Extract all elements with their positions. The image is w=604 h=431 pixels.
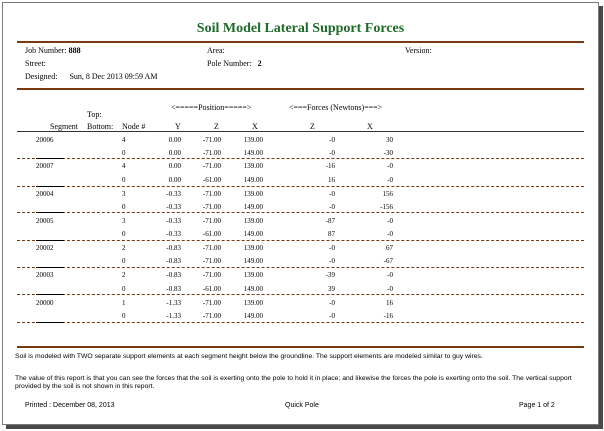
cell-segment: 20004 [36,190,54,198]
segment-divider [17,294,584,295]
segment-underline [36,322,64,323]
cell-force-x: 16 [386,299,393,307]
cell-segment: 20002 [36,244,54,252]
cell-force-z: -39 [325,271,335,279]
cell-y: 0.00 [168,176,181,184]
version-label: Version: [405,46,432,55]
cell-y: -0.33 [166,203,181,211]
cell-x: 139.00 [243,217,263,225]
cell-x: 139.00 [243,136,263,144]
cell-force-z: -0 [329,244,335,252]
cell-y: 0.00 [168,149,181,157]
segment-divider [17,267,584,268]
cell-z: -71.00 [202,149,221,157]
cell-y: -0.83 [166,285,181,293]
cell-node: 3 [122,217,126,225]
segment-divider [17,322,584,323]
cell-force-x: -0 [387,285,393,293]
cell-force-x: -0 [387,230,393,238]
cell-force-x: 30 [386,136,393,144]
col-header-bottom: Bottom: [87,122,114,131]
designed-value: Sun, 8 Dec 2013 09:59 AM [69,72,158,81]
app-name: Quick Pole [285,402,319,409]
cell-force-z: 87 [328,230,335,238]
segment-divider [17,240,584,241]
cell-force-x: -30 [383,149,393,157]
segment-divider [17,212,584,213]
printed-date: Printed : December 08, 2013 [25,402,115,409]
cell-node: 4 [122,136,126,144]
note-soil-model: Soil is modeled with TWO separate support elements at each segment height below the groundline. The support elements are modeled similar to guy wires. [15,353,483,360]
cell-y: -0.33 [166,190,181,198]
cell-force-x: -156 [380,203,393,211]
segment-underline [36,158,64,159]
cell-node: 0 [122,257,126,265]
cell-segment: 20007 [36,162,54,170]
cell-x: 139.00 [243,190,263,198]
cell-node: 0 [122,230,126,238]
designed-line [25,72,157,82]
cell-force-x: -0 [387,162,393,170]
cell-z: -71.00 [202,244,221,252]
pole-number-line [207,59,262,69]
cell-node: 3 [122,190,126,198]
cell-node: 0 [122,312,126,320]
cell-segment: 20003 [36,271,54,279]
col-header-z: Z [214,122,219,131]
cell-x: 149.00 [243,149,263,157]
cell-x: 149.00 [243,312,263,320]
pole-number-label: Pole Number: [207,59,252,68]
street-label: Street: [25,59,46,68]
cell-node: 0 [122,149,126,157]
header-rule [17,88,584,90]
cell-y: -0.33 [166,230,181,238]
cell-force-z: 16 [328,176,335,184]
cell-y: -1.33 [166,312,181,320]
report-page [2,2,599,425]
cell-z: -71.00 [202,257,221,265]
cell-z: -71.00 [202,136,221,144]
cell-force-x: -67 [383,257,393,265]
cell-force-z: -0 [329,299,335,307]
cell-x: 139.00 [243,162,263,170]
cell-force-x: -0 [387,271,393,279]
col-header-force-z: Z [310,122,315,131]
segment-underline [36,267,64,268]
job-number-line [25,46,81,56]
area-label: Area: [207,46,225,55]
cell-x: 149.00 [243,230,263,238]
page-number: Page 1 of 2 [519,402,555,409]
cell-segment: 20005 [36,217,54,225]
cell-z: -61.00 [202,285,221,293]
cell-node: 0 [122,203,126,211]
cell-force-z: 39 [328,285,335,293]
cell-force-z: -0 [329,149,335,157]
cell-node: 2 [122,244,126,252]
cell-y: -1.33 [166,299,181,307]
forces-group-header: <===Forces (Newtons)===> [289,103,383,112]
cell-z: -71.00 [202,312,221,320]
cell-y: -0.83 [166,244,181,252]
cell-node: 0 [122,285,126,293]
cell-force-z: -87 [325,217,335,225]
cell-x: 149.00 [243,203,263,211]
title-rule [17,41,584,43]
cell-z: -71.00 [202,271,221,279]
table-header-rule [17,131,584,132]
pole-number-value: 2 [257,59,262,68]
segment-underline [36,240,64,241]
top-label: Top: [87,110,102,119]
cell-x: 139.00 [243,299,263,307]
cell-z: -61.00 [202,230,221,238]
cell-node: 0 [122,176,126,184]
cell-y: 0.00 [168,162,181,170]
cell-y: -0.83 [166,271,181,279]
report-title: Soil Model Lateral Support Forces [196,21,405,36]
cell-x: 149.00 [243,257,263,265]
job-number-value: 888 [68,46,81,55]
note-report-value: The value of this report is that you can see the forces that the soil is exerting onto the pole to hold it in place; and likewise the forces the pole is exerting onto the soil. The vertical support provided by the soil is not shown in this report. [15,375,572,390]
notes-rule [17,346,584,348]
col-header-force-x: X [367,122,373,131]
cell-force-x: -0 [387,176,393,184]
cell-force-z: -0 [329,190,335,198]
cell-y: 0.00 [168,136,181,144]
cell-force-z: -0 [329,257,335,265]
cell-node: 2 [122,271,126,279]
cell-force-x: 67 [386,244,393,252]
cell-z: -71.00 [202,190,221,198]
designed-label: Designed: [25,72,58,81]
cell-z: -71.00 [202,162,221,170]
cell-y: -0.83 [166,257,181,265]
cell-node: 4 [122,162,126,170]
cell-y: -0.33 [166,217,181,225]
cell-force-x: -16 [383,312,393,320]
cell-z: -61.00 [202,176,221,184]
cell-force-z: -0 [329,312,335,320]
cell-x: 149.00 [243,176,263,184]
segment-underline [36,186,64,187]
segment-underline [36,212,64,213]
cell-x: 149.00 [243,285,263,293]
col-header-y: Y [175,122,181,131]
cell-force-z: -0 [329,136,335,144]
segment-underline [36,294,64,295]
cell-z: -71.00 [202,299,221,307]
col-header-segment: Segment [50,122,78,131]
segment-divider [17,158,584,159]
cell-segment: 20000 [36,299,54,307]
position-group-header: <=====Position=====> [171,103,252,112]
col-header-x: X [252,122,258,131]
segment-divider [17,186,584,187]
col-header-node: Node # [122,122,146,131]
cell-force-z: -0 [329,203,335,211]
job-number-label: Job Number: [25,46,67,55]
cell-force-x: -0 [387,217,393,225]
cell-z: -71.00 [202,217,221,225]
cell-x: 139.00 [243,271,263,279]
cell-force-x: 156 [382,190,393,198]
cell-z: -71.00 [202,203,221,211]
cell-segment: 20006 [36,136,54,144]
cell-x: 139.00 [243,244,263,252]
cell-force-z: -16 [325,162,335,170]
cell-node: 1 [122,299,126,307]
